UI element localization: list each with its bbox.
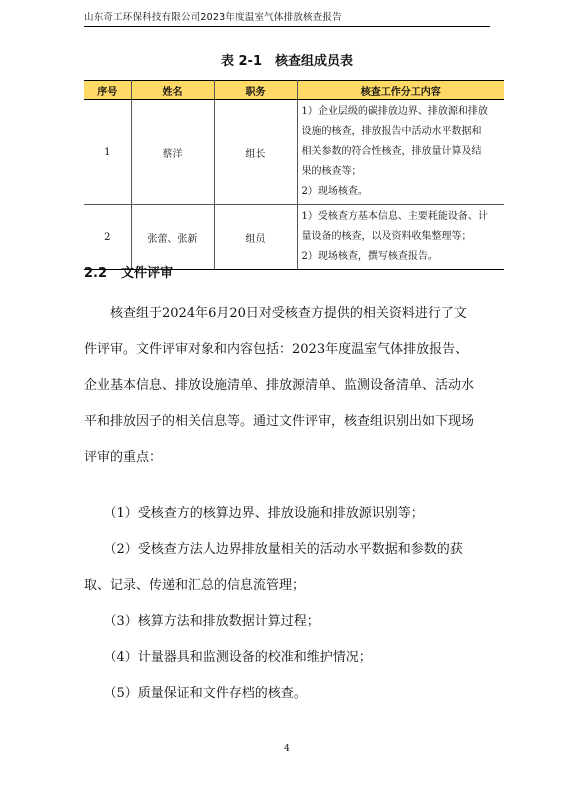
section-title: 文件评审 xyxy=(121,266,174,281)
cell-duties xyxy=(297,205,504,270)
table-row xyxy=(84,100,504,205)
header-rule xyxy=(84,26,490,27)
duty-line: 1）受核查方基本信息、主要耗能设备、计 xyxy=(301,211,488,222)
duty-line: 果的核查等； xyxy=(301,166,362,177)
list-item: （4）计量器具和监测设备的校准和维护情况； xyxy=(84,650,372,665)
duty-line: 相关参数的符合性核查，排放量计算及结 xyxy=(301,146,482,157)
team-table xyxy=(84,80,504,270)
page-number: 4 xyxy=(284,744,290,754)
duty-line: 1）企业层级的碳排放边界、排放源和排放 xyxy=(301,106,488,117)
paragraph-line: 核查组于2024年6月20日对受核查方提供的相关资料进行了文 xyxy=(84,306,467,321)
review-points-list xyxy=(84,496,504,712)
duty-line: 量设备的核查，以及资料收集整理等； xyxy=(301,231,472,242)
page-header: 山东奇工环保科技有限公司2023年度温室气体排放核查报告 xyxy=(84,12,342,23)
cell-duties xyxy=(297,100,504,205)
section-heading xyxy=(84,262,173,281)
cell-name: 张蕾、张新 xyxy=(131,205,214,270)
header-role: 职务 xyxy=(214,81,297,100)
paragraph-line: 评审的重点： xyxy=(84,450,163,465)
duty-line: 2）现场核查。 xyxy=(301,186,368,197)
list-item: （5）质量保证和文件存档的核查。 xyxy=(84,686,307,701)
table-row xyxy=(84,205,504,270)
paragraph-line: 企业基本信息、排放设施清单、排放源清单、监测设备清单、活动水 xyxy=(84,378,475,393)
header-duties: 核查工作分工内容 xyxy=(297,81,504,100)
paragraph-line: 件评审。文件评审对象和内容包括：2023年度温室气体排放报告、 xyxy=(84,342,469,357)
body-paragraph xyxy=(84,296,504,476)
header-name: 姓名 xyxy=(131,81,214,100)
list-item-continuation: 取、记录、传递和汇总的信息流管理； xyxy=(84,578,306,593)
header-no: 序号 xyxy=(84,81,131,100)
cell-role: 组长 xyxy=(214,100,297,205)
cell-role: 组员 xyxy=(214,205,297,270)
cell-name: 蔡洋 xyxy=(131,100,214,205)
section-number: 2.2 xyxy=(84,266,108,281)
table-header-row xyxy=(84,81,504,100)
cell-no: 1 xyxy=(84,100,131,205)
paragraph-line: 平和排放因子的相关信息等。通过文件评审，核查组识别出如下现场 xyxy=(84,414,475,429)
duty-line: 设施的核查，排放报告中活动水平数据和 xyxy=(301,126,482,137)
duty-line: 2）现场核查，撰写核查报告。 xyxy=(301,251,438,262)
list-item: （2）受核查方法人边界排放量相关的活动水平数据和参数的获 xyxy=(84,542,463,557)
table-title: 表 2-1 核查组成员表 xyxy=(220,54,353,69)
list-item: （1）受核查方的核算边界、排放设施和排放源识别等； xyxy=(84,506,424,521)
cell-no: 2 xyxy=(84,205,131,270)
list-item: （3）核算方法和排放数据计算过程； xyxy=(84,614,320,629)
